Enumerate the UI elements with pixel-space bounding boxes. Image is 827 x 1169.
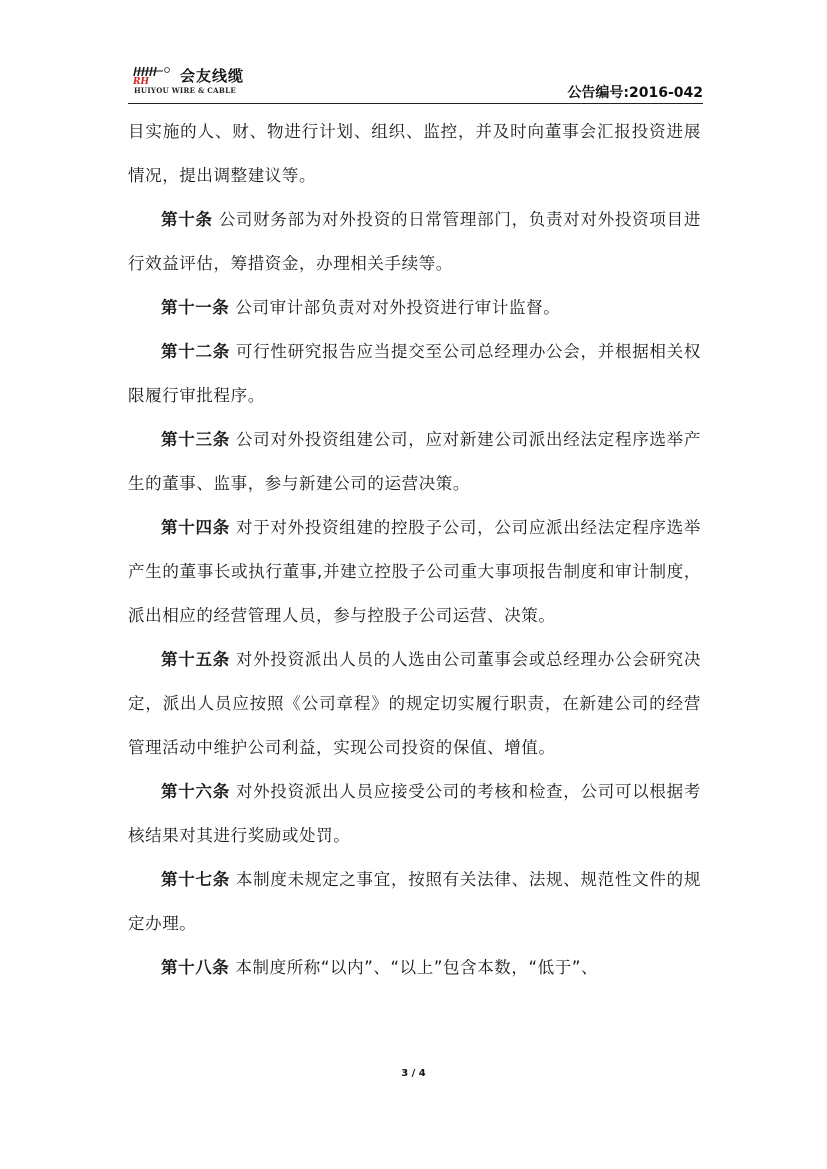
article-15 — [128, 638, 701, 770]
article-11 — [128, 286, 701, 330]
article-number: 第十一条 — [161, 298, 230, 317]
article-text: 公司财务部为对外投资的日常管理部门，负责对对外投资项目进行效益评估，筹措资金，办理相关手续等。 — [128, 210, 701, 273]
company-logo — [128, 62, 288, 96]
logo-chinese-name: 会友线缆 — [180, 67, 245, 85]
article-18 — [128, 946, 701, 990]
article-number: 第十二条 — [161, 342, 230, 361]
notice-number: 公告编号:2016-042 — [567, 85, 703, 101]
svg-text:RH: RH — [133, 77, 149, 85]
article-12 — [128, 330, 701, 418]
article-text: 对外投资派出人员应接受公司的考核和检查，公司可以根据考核结果对其进行奖励或处罚。 — [128, 782, 701, 845]
article-number: 第十四条 — [161, 518, 230, 537]
article-text: 对于对外投资组建的控股子公司，公司应派出经法定程序选举产生的董事长或执行董事,并建立控股子公司重大事项报告制度和审计制度，派出相应的经营管理人员，参与控股子公司运营、决策。 — [128, 518, 701, 625]
logo-mark-icon — [133, 65, 171, 85]
article-16 — [128, 770, 701, 858]
article-13 — [128, 418, 701, 506]
article-number: 第十七条 — [161, 870, 230, 889]
logo-english-name: HUIYOU WIRE & CABLE — [134, 86, 236, 95]
article-text: 本制度所称“以内”、“以上”包含本数，“低于”、 — [235, 958, 599, 977]
paragraph-continued — [128, 110, 701, 198]
article-number: 第十条 — [161, 210, 213, 229]
article-text: 公司审计部负责对对外投资进行审计监督。 — [235, 298, 561, 317]
article-text: 公司对外投资组建公司，应对新建公司派出经法定程序选举产生的董事、监事，参与新建公司的运营决策。 — [128, 430, 701, 493]
article-14 — [128, 506, 701, 638]
article-number: 第十八条 — [161, 958, 230, 977]
page-number: 3 / 4 — [401, 1068, 426, 1079]
header-rule — [128, 103, 703, 104]
paragraph-text: 目实施的人、财、物进行计划、组织、监控，并及时向董事会汇报投资进展情况，提出调整建议等。 — [128, 122, 701, 185]
article-text: 对外投资派出人员的人选由公司董事会或总经理办公会研究决定，派出人员应按照《公司章程》的规定切实履行职责，在新建公司的经营管理活动中维护公司利益，实现公司投资的保值、增值。 — [128, 650, 701, 757]
article-number: 第十六条 — [161, 782, 230, 801]
article-10 — [128, 198, 701, 286]
article-text: 本制度未规定之事宜，按照有关法律、法规、规范性文件的规定办理。 — [128, 870, 701, 933]
page-header — [128, 62, 703, 106]
article-number: 第十五条 — [161, 650, 230, 669]
article-17 — [128, 858, 701, 946]
document-body — [128, 110, 701, 990]
article-number: 第十三条 — [161, 430, 230, 449]
article-text: 可行性研究报告应当提交至公司总经理办公会，并根据相关权限履行审批程序。 — [128, 342, 701, 405]
